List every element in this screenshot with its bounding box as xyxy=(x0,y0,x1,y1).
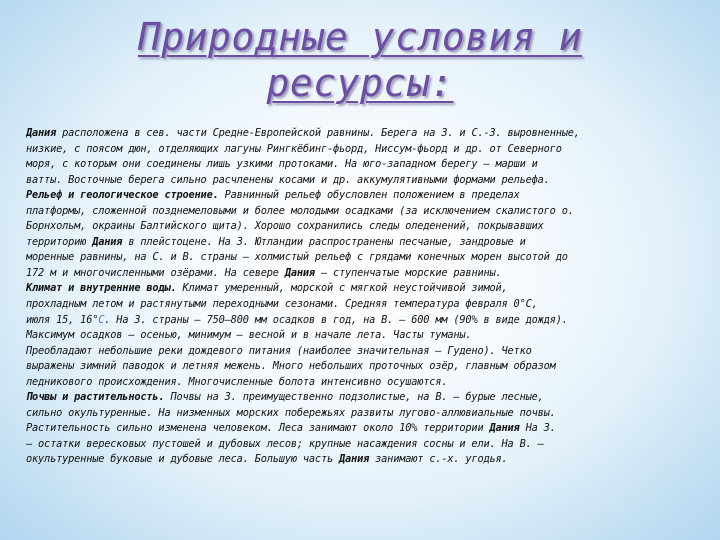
text-segment: 172 м и многочисленными озёрами. На севере xyxy=(26,266,285,279)
text-line xyxy=(26,328,710,344)
text-line xyxy=(26,250,710,266)
paragraph xyxy=(26,390,710,421)
text-line xyxy=(26,297,710,313)
slide-title-line-1: Природные условия и xyxy=(137,15,583,59)
paragraph xyxy=(26,281,710,343)
slide-title xyxy=(0,14,720,106)
text-segment: Максимум осадков — осенью, минимум — весной и в начале лета. Часты туманы. xyxy=(26,329,472,342)
text-line xyxy=(26,235,710,251)
text-segment: моря, с которым они соединены лишь узкими протоками. На юго-западном берегу — марши и xyxy=(26,158,538,171)
text-segment: На З. xyxy=(519,422,556,435)
bold-term: Дания xyxy=(339,453,370,466)
bold-term: Климат и внутренние воды. xyxy=(26,282,177,295)
paragraph xyxy=(26,344,710,391)
text-line xyxy=(26,452,710,468)
text-line xyxy=(26,359,710,375)
text-segment: — ступенчатые морские равнины. xyxy=(314,266,502,279)
text-segment: — остатки вересковых пустошей и дубовых лесов; крупные насаждения сосны и ели. На В. — xyxy=(26,437,544,450)
text-line xyxy=(26,188,710,204)
text-segment: моренные равнины, на С. и В. страны — холмистый рельеф с грядами конечных морен высотой до xyxy=(26,251,568,264)
text-segment: территорию xyxy=(26,235,93,248)
text-line xyxy=(26,313,710,329)
text-segment: июля 15, 16° xyxy=(26,313,99,326)
text-segment: ледникового происхождения. Многочисленные болота интенсивно осушаются. xyxy=(26,375,448,388)
text-segment: . На З. страны — 750—800 мм осадков в год, на В. — 600 мм (90% в виде дождя). xyxy=(104,313,568,326)
text-segment: выражены зимний паводок и летняя межень. Много небольших проточных озёр, главным образом xyxy=(26,360,556,373)
text-segment: Растительность сильно изменена человеком. Леса занимают около 10% территории xyxy=(26,422,490,435)
bold-term: Дания xyxy=(284,266,315,279)
text-line xyxy=(26,157,710,173)
text-segment: занимают с.-х. угодья. xyxy=(369,453,508,466)
text-segment: Климат умеренный, морской с мягкой неустойчивой зимой, xyxy=(176,282,508,295)
text-line xyxy=(26,219,710,235)
bold-term: Дания xyxy=(92,235,123,248)
text-line xyxy=(26,173,710,189)
paragraph xyxy=(26,421,710,468)
text-segment: Борнхольм, окраины Балтийского щита). Хорошо сохранились следы оледенений, покрывавших xyxy=(26,220,544,233)
text-segment: сильно окультуренные. На низменных морских побережьях развиты лугово-аллювиальные почвы. xyxy=(26,406,556,419)
text-segment: Почвы на З. преимущественно подзолистые, на В. — бурые лесные, xyxy=(164,391,544,404)
text-line xyxy=(26,126,710,142)
bold-term: Дания xyxy=(489,422,520,435)
text-line xyxy=(26,421,710,437)
text-segment: ватты. Восточные берега сильно расчленены косами и др. аккумулятивными формами рельефа. xyxy=(26,173,550,186)
text-segment: Преобладают небольшие реки дождевого питания (наиболее значительная — Гудено). Четко xyxy=(26,344,532,357)
text-line xyxy=(26,344,710,360)
bold-term: Рельеф и геологическое строение. xyxy=(26,189,219,202)
paragraph xyxy=(26,126,710,188)
text-segment: С xyxy=(98,313,105,326)
slide-title-line-2: ресурсы: xyxy=(266,61,454,105)
text-line xyxy=(26,390,710,406)
paragraph xyxy=(26,188,710,281)
text-segment: в плейстоцене. На З. Ютландии распространены песчаные, зандровые и xyxy=(122,235,526,248)
text-line xyxy=(26,281,710,297)
text-segment: Равнинный рельеф обусловлен положением в пределах xyxy=(218,189,520,202)
bold-term: Почвы и растительность. xyxy=(26,391,165,404)
text-segment: прохладным летом и растянутыми переходными сезонами. Средняя температура февраля 0°С, xyxy=(26,298,538,311)
text-segment: платформы, сложенной позднемеловыми и более молодыми осадками (за исключением скалистого о. xyxy=(26,204,574,217)
text-line xyxy=(26,375,710,391)
text-line xyxy=(26,204,710,220)
bold-term: Дания xyxy=(26,127,57,139)
text-line xyxy=(26,437,710,453)
text-segment: низкие, с поясом дюн, отделяющих лагуны Рингкёбинг-фьорд, Ниссум-фьорд и др. от Северного xyxy=(26,142,562,155)
text-segment: окультуренные буковые и дубовые леса. Большую часть xyxy=(26,453,340,466)
text-segment: расположена в сев. части Средне-Европейской равнины. Берега на З. и С.-З. выровненные, xyxy=(56,127,580,139)
slide-body-text xyxy=(26,126,710,468)
text-line xyxy=(26,406,710,422)
text-line xyxy=(26,142,710,158)
text-line xyxy=(26,266,710,282)
